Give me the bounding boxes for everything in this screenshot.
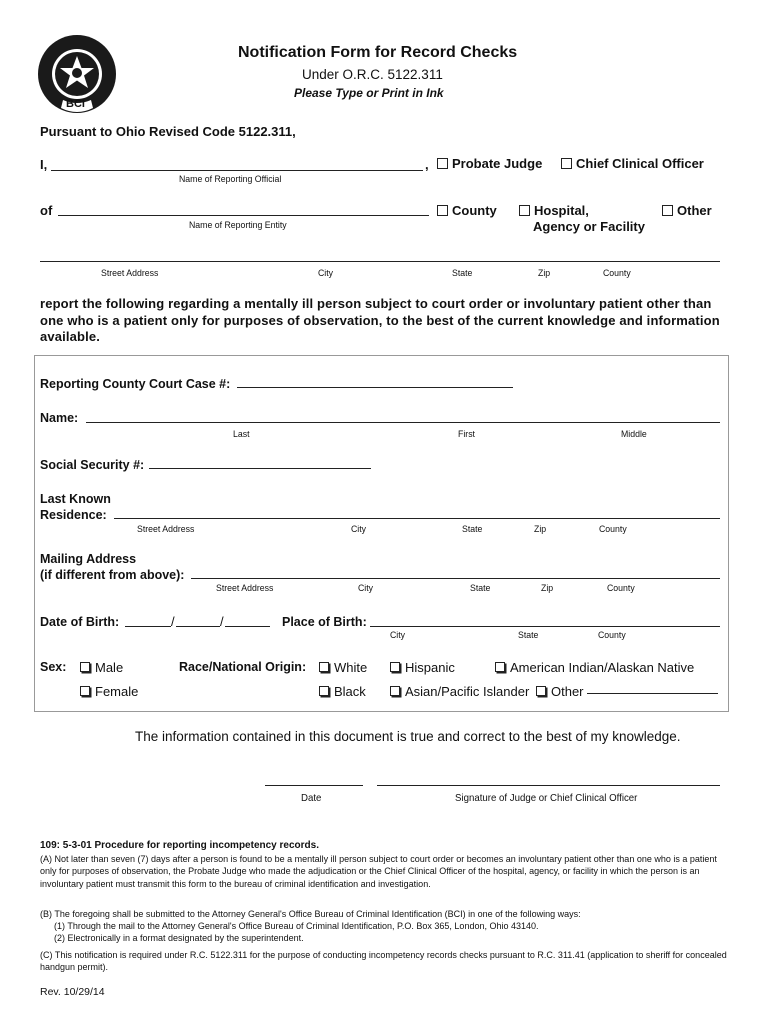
hospital-label: Hospital, <box>534 203 589 218</box>
mailing-city-caption: City <box>358 583 374 594</box>
dob-separator: / <box>171 614 175 629</box>
female-label: Female <box>95 684 139 699</box>
residence-city-caption: City <box>351 524 367 535</box>
reporting-entity-field[interactable] <box>58 215 429 216</box>
mailing-street-caption: Street Address <box>216 583 274 594</box>
race-other-checkbox[interactable] <box>536 684 584 699</box>
reporting-official-field[interactable] <box>51 170 423 171</box>
checkbox-icon <box>390 686 400 696</box>
address-zip-caption: Zip <box>538 268 551 279</box>
race-label: Race/National Origin: <box>179 660 307 674</box>
pob-field[interactable] <box>370 626 720 627</box>
pursuant-text: Pursuant to Ohio Revised Code 5122.311, <box>40 124 296 139</box>
bci-seal-logo <box>37 34 117 114</box>
checkbox-icon <box>662 205 673 216</box>
entity-caption: Name of Reporting Entity <box>189 220 287 231</box>
pob-city-caption: City <box>390 630 406 641</box>
subject-name-field[interactable] <box>86 422 720 423</box>
mailing-state-caption: State <box>470 583 491 594</box>
checkbox-icon <box>80 662 90 672</box>
signature-field[interactable] <box>377 785 720 786</box>
chief-clinical-label: Chief Clinical Officer <box>576 156 704 171</box>
black-checkbox[interactable] <box>319 684 366 699</box>
checkbox-icon <box>319 686 329 696</box>
ssn-label: Social Security #: <box>40 458 145 472</box>
residence-label-2: Residence: <box>40 508 107 522</box>
other-label: Other <box>677 203 712 218</box>
procedure-para-c: (C) This notification is required under R.C. 5122.311 for the purpose of conducting incompetency records checks pursuant to R.C. 311.41 (application to sheriff for concealed handgun permit). <box>40 950 727 973</box>
dob-separator: / <box>220 614 224 629</box>
male-checkbox[interactable] <box>80 660 123 675</box>
address-county-caption: County <box>603 268 631 279</box>
asian-checkbox[interactable] <box>390 684 529 699</box>
form-title: Notification Form for Record Checks <box>238 44 518 61</box>
hospital-checkbox[interactable] <box>519 203 589 218</box>
comma: , <box>425 157 429 172</box>
procedure-para-b1: (1) Through the mail to the Attorney General's Office Bureau of Criminal Identification, P.O. Box 365, London, Ohio 43140. <box>54 921 539 931</box>
mailing-field[interactable] <box>191 578 720 579</box>
chief-clinical-checkbox[interactable] <box>561 156 704 171</box>
checkbox-icon <box>390 662 400 672</box>
hispanic-label: Hispanic <box>405 660 455 675</box>
american-indian-checkbox[interactable] <box>495 660 694 675</box>
i-label: I, <box>40 157 48 172</box>
date-field[interactable] <box>265 785 363 786</box>
female-checkbox[interactable] <box>80 684 138 699</box>
form-subtitle: Under O.R.C. 5122.311 <box>302 67 443 82</box>
dob-day-field[interactable] <box>176 626 220 627</box>
residence-field[interactable] <box>114 518 720 519</box>
mailing-label: Mailing Address <box>40 552 137 566</box>
checkbox-icon <box>319 662 329 672</box>
mailing-county-caption: County <box>607 583 635 594</box>
name-label: Name: <box>40 411 79 425</box>
checkbox-icon <box>437 205 448 216</box>
revision-date: Rev. 10/29/14 <box>40 986 105 998</box>
asian-label: Asian/Pacific Islander <box>405 684 530 699</box>
residence-label: Last Known <box>40 492 111 506</box>
dob-year-field[interactable] <box>225 626 270 627</box>
hospital-label-line2: Agency or Facility <box>533 219 645 234</box>
probate-judge-label: Probate Judge <box>452 156 543 171</box>
name-last-caption: Last <box>233 429 250 440</box>
pob-state-caption: State <box>518 630 539 641</box>
name-middle-caption: Middle <box>621 429 647 440</box>
american-indian-label: American Indian/Alaskan Native <box>510 660 695 675</box>
procedure-para-a: (A) Not later than seven (7) days after a person is found to be a mentally ill person subject to court order or becomes an involuntary patient other than one who is a patient only for purposes of observation, the Probate Judge who made the adjudication or the Chief Clinical Officer of the hospital, agency, or facility in which the person is an involuntary patient must transmit this form to the bureau of criminal identification and investigation. <box>40 854 717 889</box>
residence-county-caption: County <box>599 524 627 535</box>
checkbox-icon <box>561 158 572 169</box>
male-label: Male <box>95 660 124 675</box>
logo-bci-text: BCI <box>66 98 85 110</box>
name-first-caption: First <box>458 429 475 440</box>
black-label: Black <box>334 684 366 699</box>
race-other-label: Other <box>551 684 584 699</box>
white-label: White <box>334 660 368 675</box>
form-instruction: Please Type or Print in Ink <box>294 86 444 100</box>
white-checkbox[interactable] <box>319 660 367 675</box>
hispanic-checkbox[interactable] <box>390 660 455 675</box>
checkbox-icon <box>536 686 546 696</box>
residence-street-caption: Street Address <box>137 524 195 535</box>
address-city-caption: City <box>318 268 334 279</box>
procedure-para-b2: (2) Electronically in a format designated by the superintendent. <box>54 933 304 943</box>
procedure-heading: 109: 5-3-01 Procedure for reporting incompetency records. <box>40 840 319 851</box>
residence-zip-caption: Zip <box>534 524 547 535</box>
residence-state-caption: State <box>462 524 483 535</box>
signature-caption: Signature of Judge or Chief Clinical Officer <box>455 792 638 804</box>
pob-label: Place of Birth: <box>282 615 367 629</box>
dob-label: Date of Birth: <box>40 615 120 629</box>
checkbox-icon <box>495 662 505 672</box>
sex-label: Sex: <box>40 660 67 674</box>
race-other-field[interactable] <box>587 693 718 694</box>
certification-statement: The information contained in this document is true and correct to the best of my knowledge. <box>135 729 681 744</box>
address-state-caption: State <box>452 268 473 279</box>
county-label: County <box>452 203 497 218</box>
name-caption: Name of Reporting Official <box>179 174 282 185</box>
pob-county-caption: County <box>598 630 626 641</box>
entity-address-field[interactable] <box>40 261 720 262</box>
case-number-field[interactable] <box>237 387 513 388</box>
checkbox-icon <box>80 686 90 696</box>
of-label: of <box>40 203 53 218</box>
probate-judge-checkbox[interactable] <box>437 156 542 171</box>
dob-month-field[interactable] <box>125 626 171 627</box>
other-checkbox[interactable] <box>662 203 712 218</box>
date-caption: Date <box>301 792 322 804</box>
checkbox-icon <box>437 158 448 169</box>
mailing-label-2: (if different from above): <box>40 568 185 582</box>
ssn-field[interactable] <box>149 468 371 469</box>
procedure-para-b: (B) The foregoing shall be submitted to the Attorney General's Office Bureau of Criminal Identification (BCI) in one of the following ways: <box>40 909 581 919</box>
checkbox-icon <box>519 205 530 216</box>
address-street-caption: Street Address <box>101 268 159 279</box>
mailing-zip-caption: Zip <box>541 583 554 594</box>
report-statement: report the following regarding a mentally ill person subject to court order or involuntary patient other than one who is a patient only for purposes of observation, to the best of the current knowledge and information available. <box>40 296 720 344</box>
case-number-label: Reporting County Court Case #: <box>40 377 231 391</box>
county-checkbox[interactable] <box>437 203 497 218</box>
